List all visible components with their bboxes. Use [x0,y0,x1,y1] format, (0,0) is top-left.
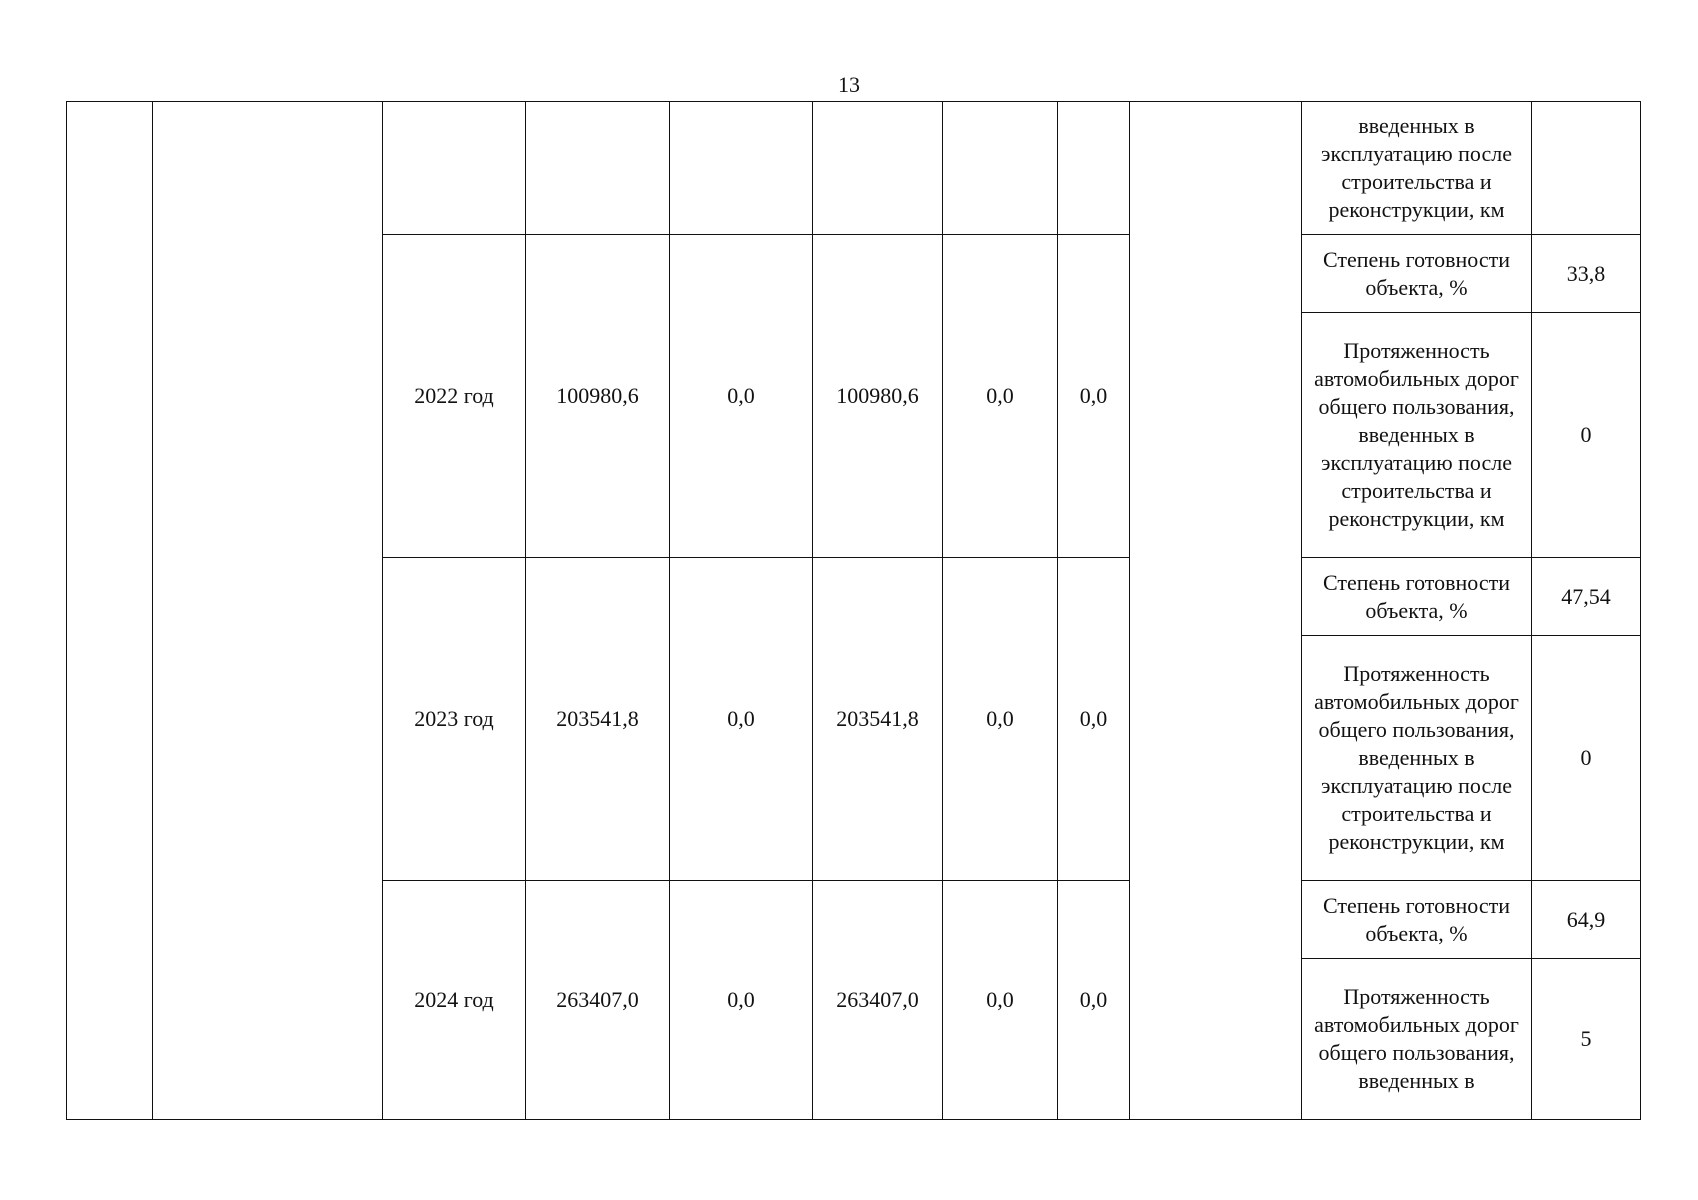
indicator-value-cell: 64,9 [1532,881,1641,959]
executor-cell [1130,102,1302,1120]
year-cell: 2022 год [383,235,526,558]
indicator-value-cell: 0 [1532,636,1641,881]
indicator-name-cell: введенных в эксплуатацию после строительства и реконструкции, км [1302,102,1532,235]
federal-budget-cell: 0,0 [670,558,813,881]
indicator-value-cell: 47,54 [1532,558,1641,636]
year-cell [383,102,526,235]
other-sources-cell: 0,0 [1058,881,1130,1120]
event-name-cell [153,102,383,1120]
program-financing-table [66,101,1641,1120]
local-budget-cell: 0,0 [943,235,1058,558]
indicator-name-cell: Степень готовности объекта, % [1302,235,1532,313]
page-number: 13 [838,72,860,97]
indicator-name-cell: Протяженность автомобильных дорог общего пользования, введенных в [1302,959,1532,1120]
year-cell: 2024 год [383,881,526,1120]
total-cell [526,102,670,235]
indicator-name-cell: Протяженность автомобильных дорог общего пользования, введенных в эксплуатацию после строительства и реконструкции, км [1302,636,1532,881]
federal-budget-cell: 0,0 [670,235,813,558]
regional-budget-cell: 203541,8 [813,558,943,881]
local-budget-cell: 0,0 [943,558,1058,881]
indicator-name-cell: Степень готовности объекта, % [1302,881,1532,959]
regional-budget-cell: 263407,0 [813,881,943,1120]
local-budget-cell: 0,0 [943,881,1058,1120]
regional-budget-cell [813,102,943,235]
indicator-value-cell [1532,102,1641,235]
regional-budget-cell: 100980,6 [813,235,943,558]
indicator-value-cell: 33,8 [1532,235,1641,313]
federal-budget-cell [670,102,813,235]
number-cell [67,102,153,1120]
indicator-name-cell: Протяженность автомобильных дорог общего пользования, введенных в эксплуатацию после строительства и реконструкции, км [1302,313,1532,558]
indicator-value-cell: 5 [1532,959,1641,1120]
federal-budget-cell: 0,0 [670,881,813,1120]
table-row [67,102,1641,235]
year-cell: 2023 год [383,558,526,881]
other-sources-cell: 0,0 [1058,235,1130,558]
total-cell: 203541,8 [526,558,670,881]
local-budget-cell [943,102,1058,235]
indicator-value-cell: 0 [1532,313,1641,558]
total-cell: 100980,6 [526,235,670,558]
indicator-name-cell: Степень готовности объекта, % [1302,558,1532,636]
total-cell: 263407,0 [526,881,670,1120]
other-sources-cell [1058,102,1130,235]
other-sources-cell: 0,0 [1058,558,1130,881]
